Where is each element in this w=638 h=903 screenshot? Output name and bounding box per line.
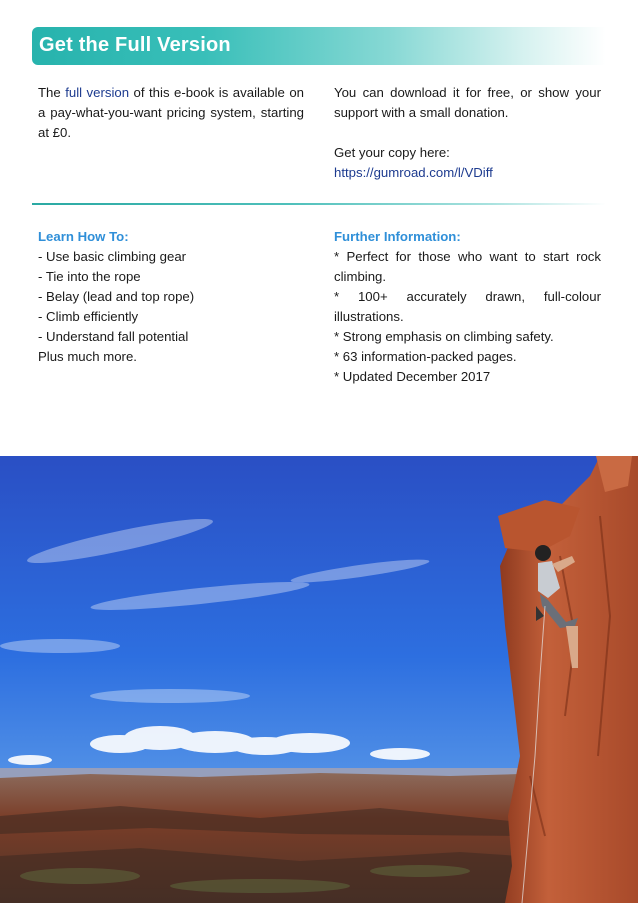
gumroad-link[interactable]: https://gumroad.com/l/VDiff [334,165,493,180]
page-title: Get the Full Version [39,34,231,56]
climber-photo [0,456,638,903]
learn-item: - Belay (lead and top rope) [38,289,195,304]
further-item: * Strong emphasis on climbing safety. [334,329,554,344]
learn-item: Plus much more. [38,349,137,364]
learn-item: - Tie into the rope [38,269,141,284]
further-item: * Updated December 2017 [334,369,491,384]
get-copy-label: Get your copy here: [334,145,450,160]
learn-item: - Understand fall potential [38,329,189,344]
intro-paragraph [38,83,304,143]
full-version-link[interactable]: full version [65,85,130,100]
download-column [334,83,601,183]
learn-item: - Climb efficiently [38,309,139,324]
intro-column [38,83,304,143]
further-heading: Further Information: [334,229,461,244]
further-item: * 100+ accurately drawn, full-colour illustrations. [334,289,601,324]
intro-text-before: The [38,85,66,100]
intro-text-after: of this e-book is available on a pay-what-you-want pricing system, starting at £0. [38,85,304,140]
learn-section [38,227,304,367]
learn-item: - Use basic climbing gear [38,249,187,264]
learn-heading: Learn How To: [38,229,129,244]
section-divider [32,203,606,205]
download-text: You can download it for free, or show your support with a small donation. [334,85,601,120]
further-section [334,227,601,387]
further-item: * Perfect for those who want to start rock climbing. [334,249,601,284]
further-item: * 63 information-packed pages. [334,349,517,364]
